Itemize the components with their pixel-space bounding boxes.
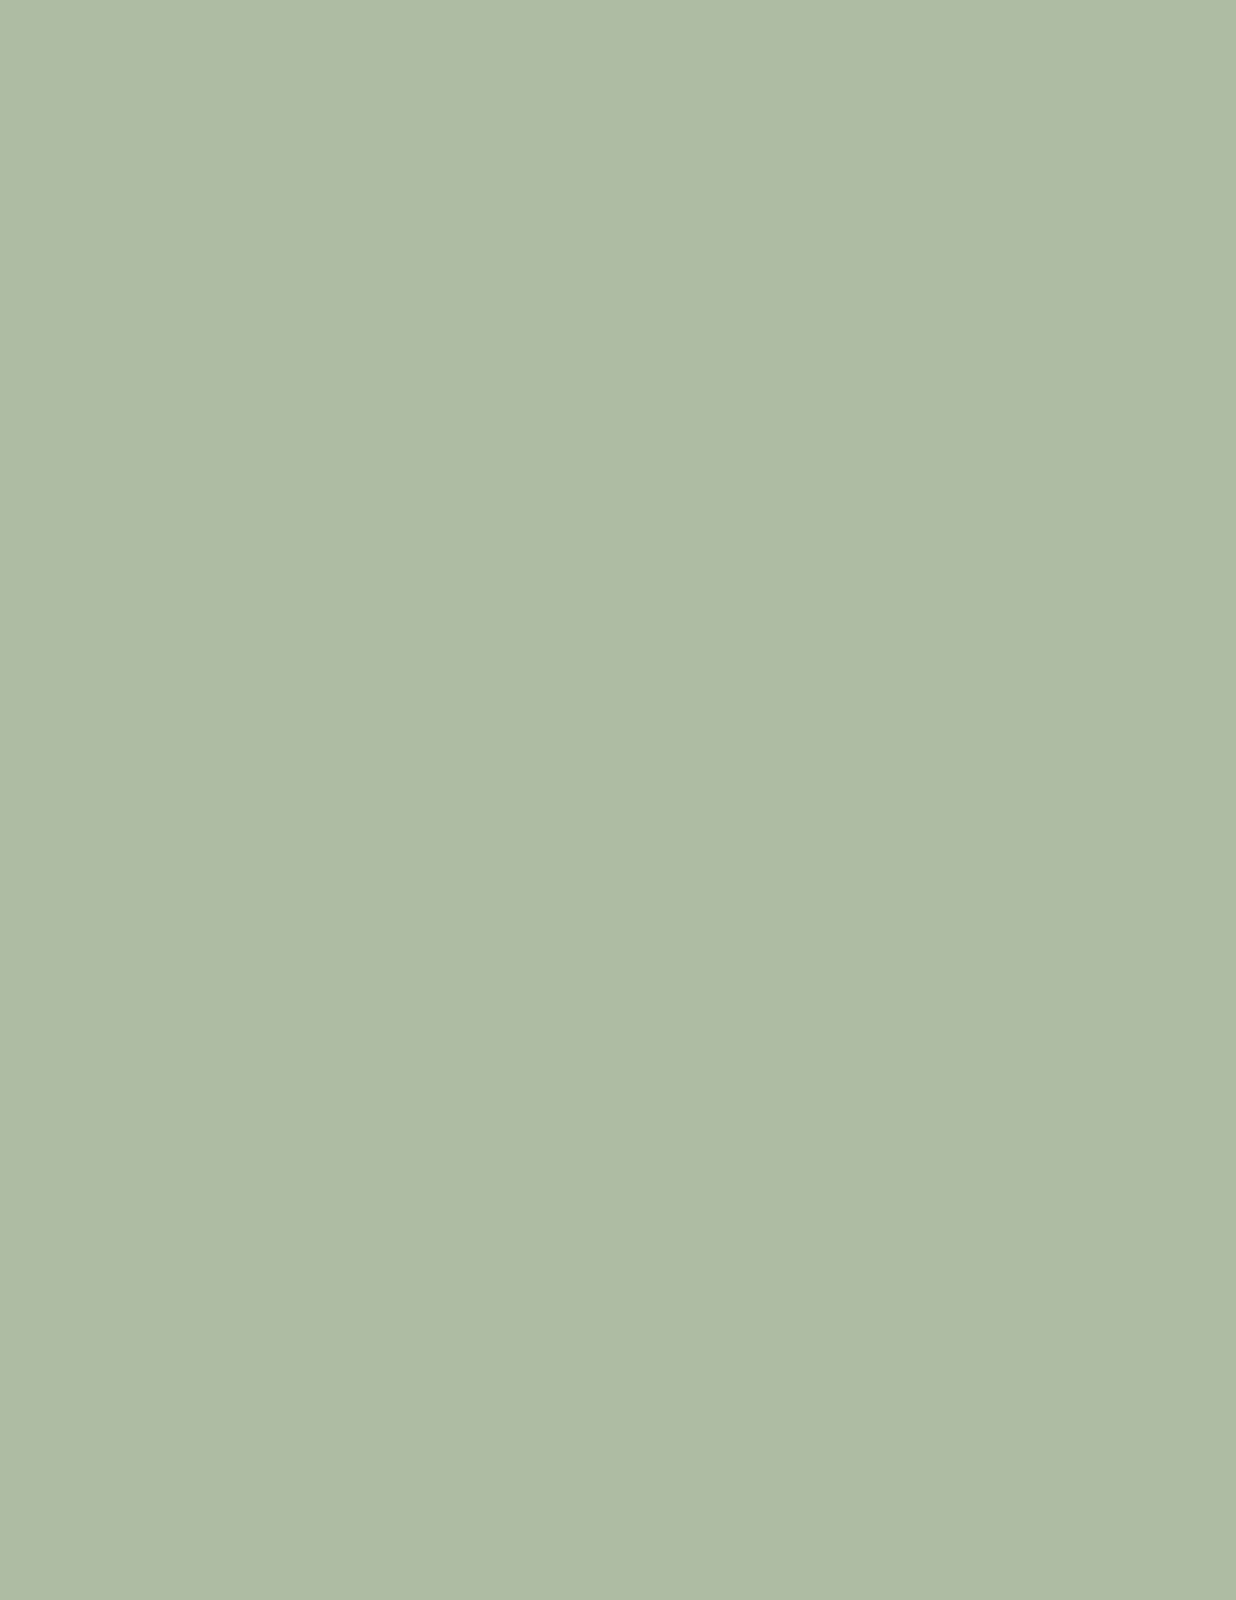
top-left-botanical-decoration [0, 0, 780, 440]
bottom-right-botanical-decoration [330, 1080, 1236, 1600]
